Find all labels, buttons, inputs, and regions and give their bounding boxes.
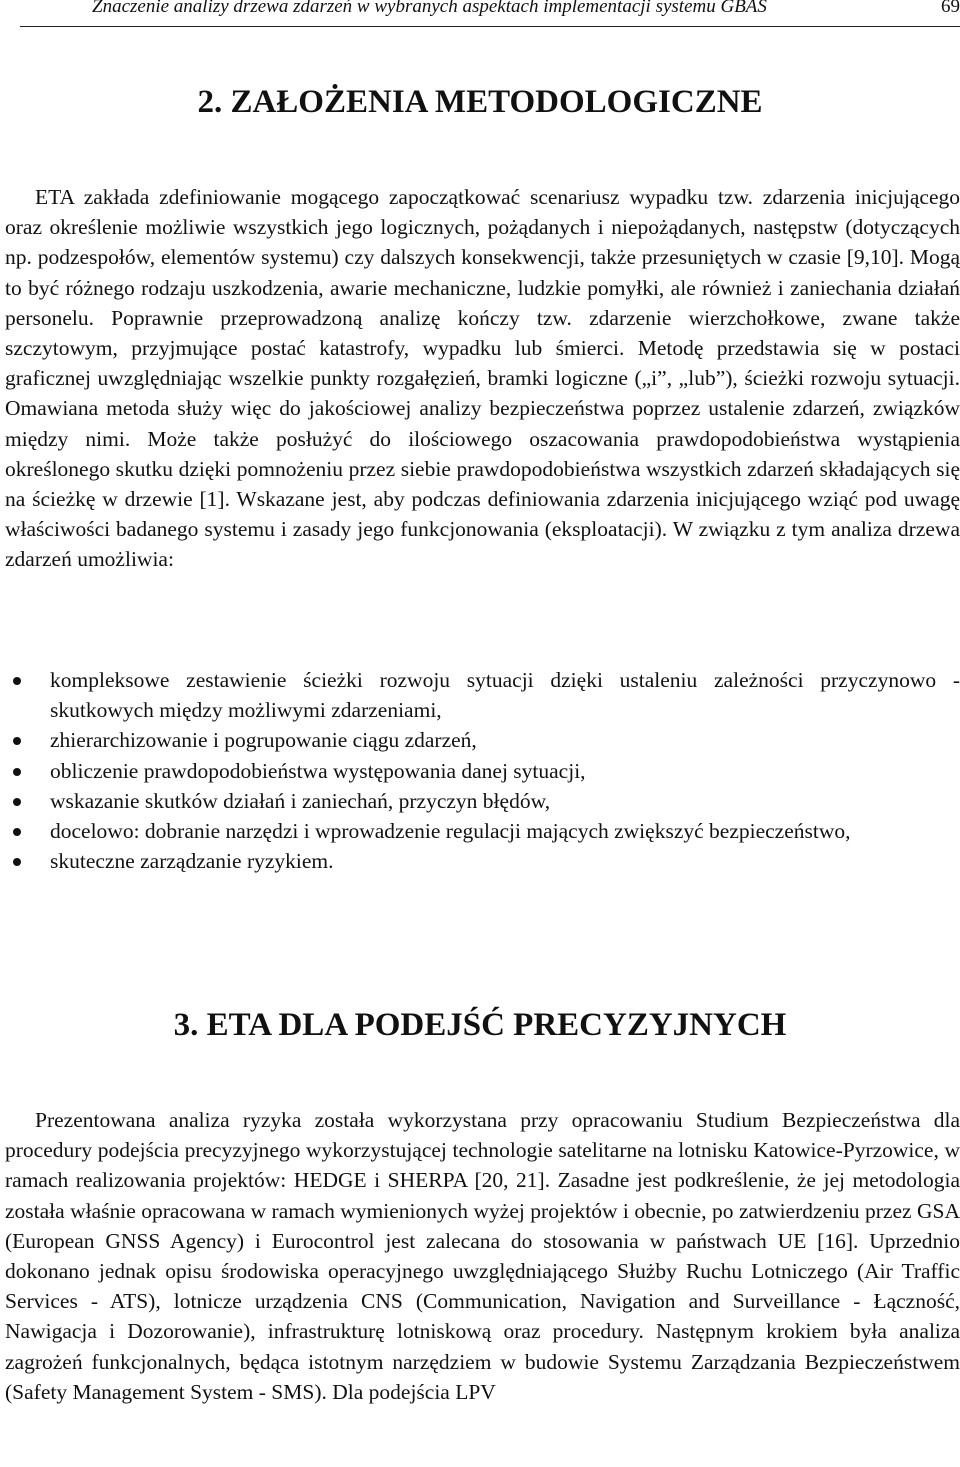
list-item — [5, 756, 960, 786]
list-item-text: skuteczne zarządzanie ryzykiem. — [50, 849, 334, 874]
bullet-icon — [13, 768, 21, 776]
bullet-icon — [13, 737, 21, 745]
list-item — [5, 665, 960, 725]
list-item-text: docelowo: dobranie narzędzi i wprowadzenie regulacji mających zwiększyć bezpieczeństwo, — [50, 819, 851, 844]
running-header — [20, 0, 960, 27]
section-3-paragraph: Prezentowana analiza ryzyka została wykorzystana przy opracowaniu Studium Bezpieczeństwa dla procedury podejścia precyzyjnego wykorzystującej technologie satelitarne na lotnisku Katowice-Pyrzowice, w ramach realizowania projektów: HEDGE i SHERPA [20, 21]. Zasadne jest podkreślenie, że jej metodologia została właśnie opracowana w ramach wymienionych wyżej projektów i obecnie, po zatwierdzeniu przez GSA (European GNSS Agency) i Eurocontrol jest zalecana do stosowania w państwach UE [16]. Uprzednio dokonano jednak opisu środowiska operacyjnego uwzględniającego Służby Ruchu Lotniczego (Air Traffic Services - ATS), lotnicze urządzenia CNS (Communication, Navigation and Surveillance - Łączność, Nawigacja i Dozorowanie), infrastrukturę lotniskową oraz procedury. Następnym krokiem była analiza zagrożeń funkcjonalnych, będąca istotnym narzędziem w budowie Systemu Zarządzania Bezpieczeństwem (Safety Management System - SMS). Dla podejścia LPV — [5, 1108, 960, 1404]
list-item — [5, 786, 960, 816]
list-item — [5, 816, 960, 846]
capabilities-list — [5, 665, 960, 876]
bullet-icon — [13, 677, 21, 685]
list-item — [5, 725, 960, 755]
list-item-text: kompleksowe zestawienie ścieżki rozwoju sytuacji dzięki ustaleniu zależności przyczynowo - skutkowych między możliwymi zdarzeniami, — [50, 668, 960, 723]
section-2-paragraph: ETA zakłada zdefiniowanie mogącego zapoczątkować scenariusz wypadku tzw. zdarzenia inicjującego oraz określenie możliwie wszystkich jego logicznych, pożądanych i niepożądanych, następstw (dotyczących np. podzespołów, elementów systemu) czy dalszych konsekwencji, także przesuniętych w czasie [9,10]. Mogą to być różnego rodzaju uszkodzenia, awarie mechaniczne, ludzkie pomyłki, ale również i zaniechania działań personelu. Poprawnie przeprowadzoną analizę kończy tzw. zdarzenie wierzchołkowe, zwane także szczytowym, przyjmujące postać katastrofy, wypadku lub śmierci. Metodę przedstawia się w postaci graficznej uwzględniając wszelkie punkty rozgałęzień, bramki logiczne („i”, „lub”), ścieżki rozwoju sytuacji. Omawiana metoda służy więc do jakościowej analizy bezpieczeństwa poprzez ustalenie zdarzeń, związków między nimi. Może także posłużyć do ilościowego oszacowania prawdopodobieństwa wystąpienia określonego skutku dzięki pomnożeniu przez siebie prawdopodobieństwa wszystkich zdarzeń składających się na ścieżkę w drzewie [1]. Wskazane jest, aby podczas definiowania zdarzenia inicjującego wziąć pod uwagę właściwości badanego systemu i zasady jego funkcjonowania (eksploatacji). W związku z tym analiza drzewa zdarzeń umożliwia: — [5, 185, 960, 572]
list-item-text: obliczenie prawdopodobieństwa występowania danej sytuacji, — [50, 758, 586, 783]
running-title: Znaczenie analizy drzewa zdarzeń w wybranych aspektach implementacji systemu GBAS — [92, 0, 767, 17]
list-item — [5, 846, 960, 876]
bullet-icon — [13, 798, 21, 806]
bullet-icon — [13, 858, 21, 866]
list-item-text: wskazanie skutków działań i zaniechań, przyczyn błędów, — [50, 788, 551, 813]
page-number: 69 — [941, 0, 960, 17]
section-heading-3: 3. ETA DLA PODEJŚĆ PRECYZYJNYCH — [173, 1007, 787, 1043]
list-item-text: zhierarchizowanie i pogrupowanie ciągu zdarzeń, — [50, 728, 477, 753]
bullet-icon — [13, 828, 21, 836]
section-heading-2: 2. ZAŁOŻENIA METODOLOGICZNE — [197, 84, 763, 120]
